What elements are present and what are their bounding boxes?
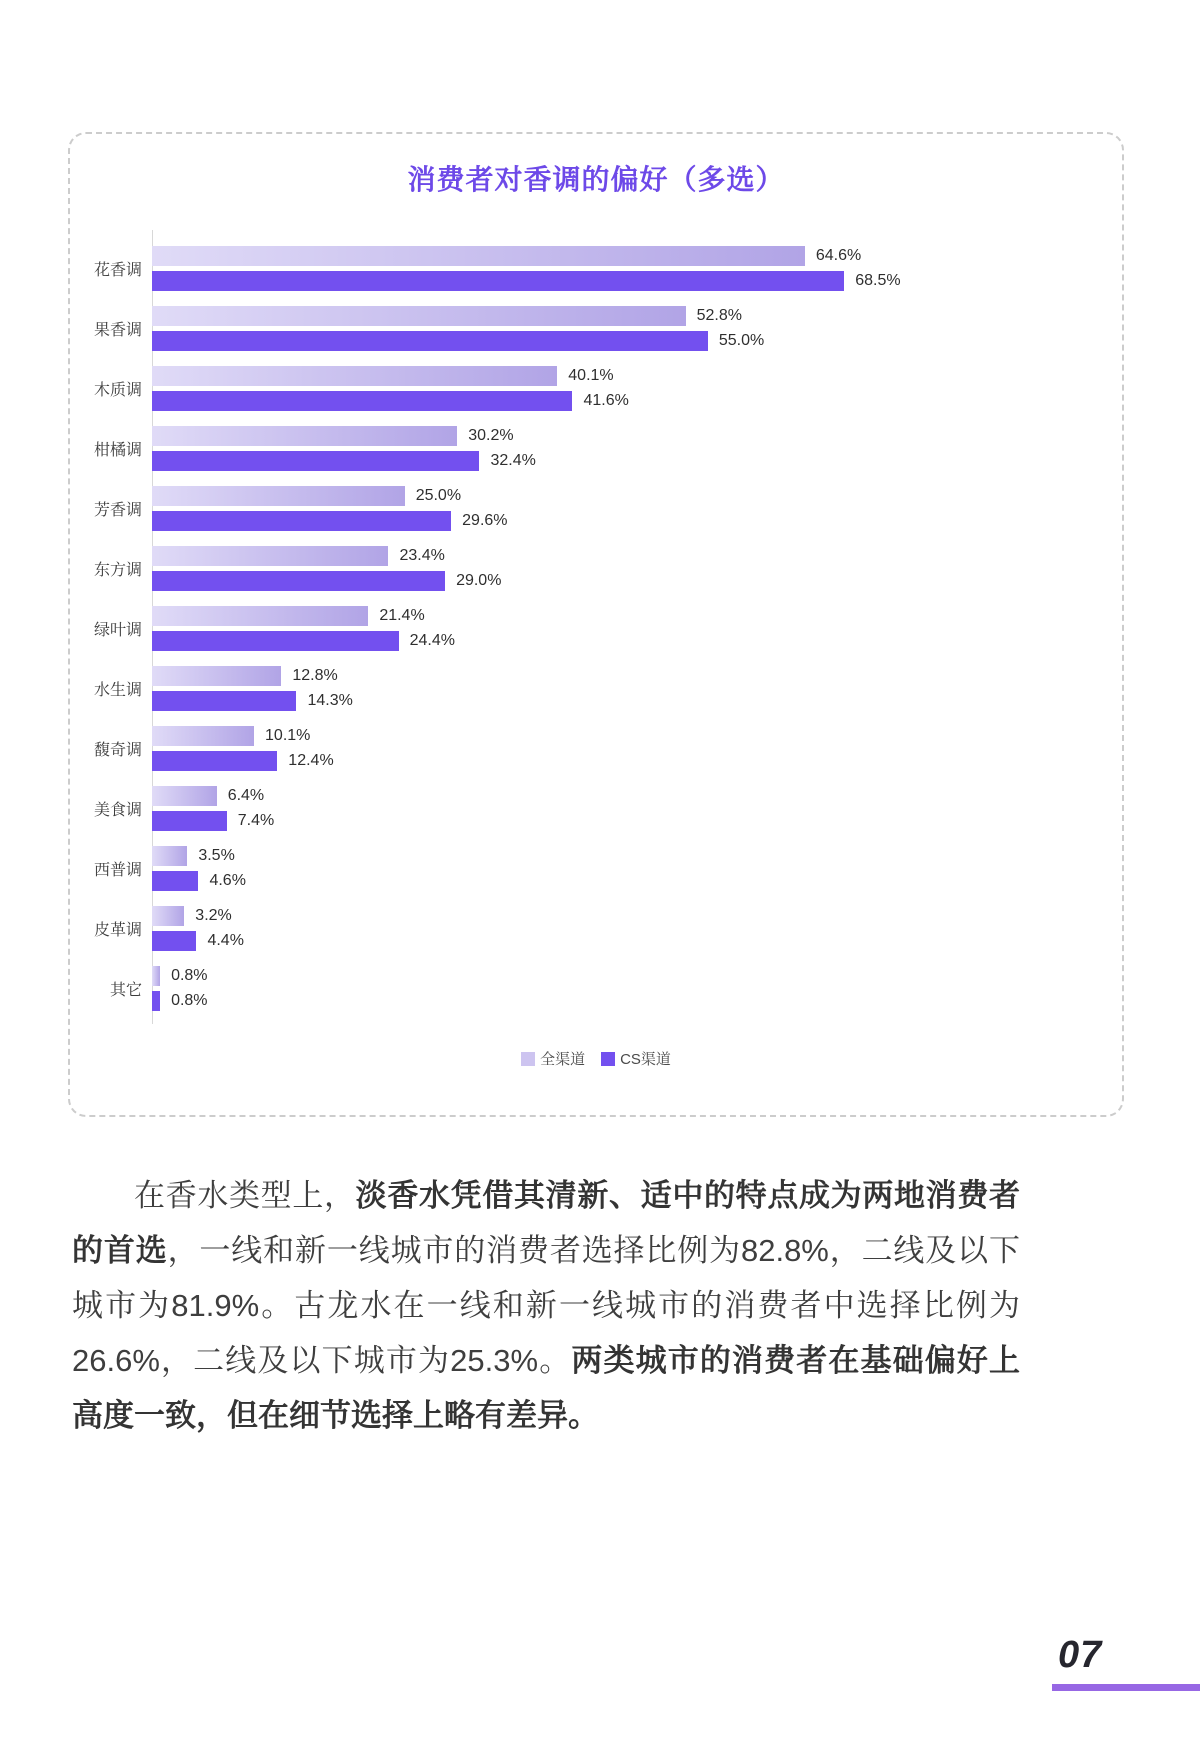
value-label: 32.4%	[490, 451, 536, 469]
bar-row	[70, 838, 1122, 898]
category-label: 木质调	[93, 381, 142, 399]
bar-all-channel	[152, 786, 217, 806]
category-label: 西普调	[93, 861, 142, 879]
value-label: 25.0%	[415, 486, 462, 504]
bar-cs-channel	[152, 751, 277, 771]
page-number: 07	[1058, 1634, 1103, 1676]
value-label: 7.4%	[237, 811, 275, 829]
body-paragraph	[72, 1168, 1020, 1443]
category-label: 水生调	[93, 681, 142, 699]
bar-line	[152, 331, 1102, 351]
bar-group	[152, 366, 1102, 411]
bar-group	[152, 906, 1102, 951]
legend-item-all-channel	[521, 1048, 585, 1069]
paragraph-segment: ，一线和新一线城市的消费者选择比例为82.8%，二线及以下城市为81.9%。古龙水在一线和新一线城市的消费者中选择比例为26.6%，二线及以下城市为25.3%。	[72, 1233, 1021, 1378]
bar-group	[152, 246, 1102, 291]
bar-group	[152, 606, 1102, 651]
bar-line	[152, 991, 1102, 1011]
bar-all-channel	[152, 906, 184, 926]
legend-label-all-channel: 全渠道	[540, 1051, 586, 1068]
category-label: 柑橘调	[93, 441, 142, 459]
legend-item-cs-channel	[601, 1048, 671, 1069]
bar-line	[152, 931, 1102, 951]
value-label: 10.1%	[265, 726, 311, 744]
value-label: 24.4%	[409, 631, 455, 649]
paragraph-segment-bold: 淡香水凭借其清新、适中的特点成为两地消费者的首选	[72, 1178, 1021, 1268]
bar-cs-channel	[152, 511, 451, 531]
value-label: 6.4%	[227, 786, 265, 804]
bar-line	[152, 606, 1102, 626]
bar-cs-channel	[152, 331, 708, 351]
legend-swatch-all-channel-icon	[521, 1052, 535, 1066]
value-label: 12.4%	[288, 751, 334, 769]
value-label: 29.0%	[456, 571, 502, 589]
bar-group	[152, 846, 1102, 891]
category-label: 果香调	[93, 321, 142, 339]
bar-cs-channel	[152, 991, 160, 1011]
value-label: 12.8%	[292, 666, 338, 684]
bar-all-channel	[152, 306, 686, 326]
bar-all-channel	[152, 846, 187, 866]
value-label: 64.6%	[815, 246, 862, 264]
bar-line	[152, 966, 1102, 986]
category-label: 皮革调	[93, 921, 142, 939]
bar-line	[152, 391, 1102, 411]
bar-line	[152, 726, 1102, 746]
chart-card	[68, 132, 1124, 1117]
value-label: 68.5%	[855, 271, 901, 289]
bar-line	[152, 271, 1102, 291]
bar-row	[70, 598, 1122, 658]
bar-row	[70, 538, 1122, 598]
bar-group	[152, 426, 1102, 471]
bar-row	[70, 298, 1122, 358]
bar-row	[70, 778, 1122, 838]
value-label: 4.4%	[207, 931, 244, 949]
bar-cs-channel	[152, 631, 399, 651]
bar-row	[70, 418, 1122, 478]
bar-line	[152, 246, 1102, 266]
bar-line	[152, 666, 1102, 686]
value-label: 23.4%	[399, 546, 445, 564]
bar-row	[70, 478, 1122, 538]
bar-line	[152, 511, 1102, 531]
category-label: 其它	[109, 981, 142, 999]
bar-line	[152, 486, 1102, 506]
value-label: 29.6%	[462, 511, 508, 529]
bar-chart	[70, 238, 1122, 1018]
chart-legend	[70, 1048, 1122, 1069]
value-label: 40.1%	[568, 366, 614, 384]
bar-line	[152, 306, 1102, 326]
bar-group	[152, 726, 1102, 771]
bar-line	[152, 751, 1102, 771]
bar-all-channel	[152, 606, 368, 626]
bar-line	[152, 546, 1102, 566]
bar-line	[152, 691, 1102, 711]
value-label: 4.6%	[209, 871, 246, 889]
category-label: 美食调	[93, 801, 142, 819]
bar-row	[70, 238, 1122, 298]
paragraph-segment: 在香水类型上，	[134, 1178, 356, 1213]
bar-all-channel	[152, 246, 805, 266]
bar-all-channel	[152, 426, 457, 446]
value-label: 55.0%	[718, 331, 765, 349]
bar-row	[70, 358, 1122, 418]
bar-cs-channel	[152, 871, 198, 891]
bar-all-channel	[152, 966, 160, 986]
category-label: 芳香调	[93, 501, 142, 519]
category-label: 花香调	[93, 261, 142, 279]
bar-line	[152, 871, 1102, 891]
category-label: 绿叶调	[93, 621, 142, 639]
value-label: 14.3%	[307, 691, 353, 709]
value-label: 0.8%	[171, 991, 208, 1009]
bar-cs-channel	[152, 931, 196, 951]
bar-cs-channel	[152, 571, 445, 591]
bar-group	[152, 306, 1102, 351]
bar-line	[152, 451, 1102, 471]
bar-row	[70, 958, 1122, 1018]
legend-label-cs-channel: CS渠道	[620, 1051, 671, 1068]
bar-group	[152, 546, 1102, 591]
legend-swatch-cs-channel-icon	[601, 1052, 615, 1066]
bar-line	[152, 906, 1102, 926]
value-label: 3.2%	[195, 906, 232, 924]
footer-accent-bar	[1052, 1684, 1200, 1691]
bar-line	[152, 571, 1102, 591]
bar-row	[70, 898, 1122, 958]
bar-cs-channel	[152, 811, 227, 831]
bar-line	[152, 366, 1102, 386]
bar-line	[152, 631, 1102, 651]
bar-row	[70, 658, 1122, 718]
bar-all-channel	[152, 726, 254, 746]
value-label: 41.6%	[583, 391, 629, 409]
bar-group	[152, 666, 1102, 711]
value-label: 0.8%	[171, 966, 208, 984]
value-label: 3.5%	[198, 846, 235, 864]
bar-all-channel	[152, 486, 405, 506]
chart-title: 消费者对香调的偏好（多选）	[407, 164, 785, 195]
bar-line	[152, 426, 1102, 446]
bar-group	[152, 966, 1102, 1011]
value-label: 21.4%	[379, 606, 425, 624]
bar-cs-channel	[152, 271, 844, 291]
bar-line	[152, 846, 1102, 866]
bar-all-channel	[152, 366, 557, 386]
bar-group	[152, 486, 1102, 531]
bar-group	[152, 786, 1102, 831]
bar-line	[152, 811, 1102, 831]
bar-line	[152, 786, 1102, 806]
bar-cs-channel	[152, 691, 296, 711]
bar-all-channel	[152, 666, 281, 686]
bar-row	[70, 718, 1122, 778]
bar-cs-channel	[152, 451, 479, 471]
category-label: 馥奇调	[93, 741, 142, 759]
paragraph-segment-bold: 两类城市的消费者在基础偏好上高度一致，但在细节选择上略有差异。	[72, 1343, 1021, 1433]
value-label: 52.8%	[696, 306, 742, 324]
bar-cs-channel	[152, 391, 572, 411]
value-label: 30.2%	[468, 426, 514, 444]
category-label: 东方调	[93, 561, 142, 579]
bar-all-channel	[152, 546, 388, 566]
